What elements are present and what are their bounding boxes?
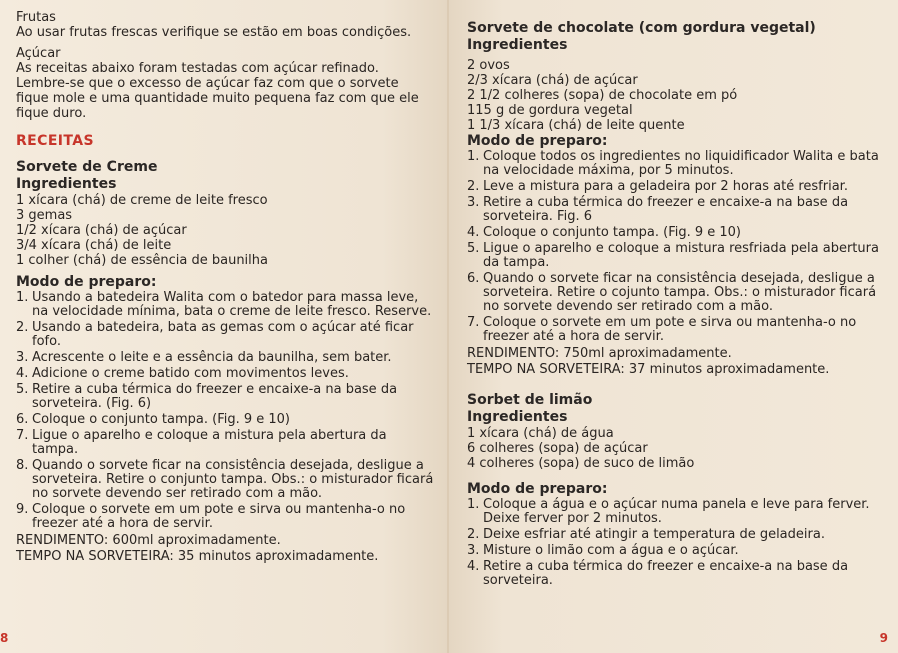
step-number: 2. — [16, 320, 29, 335]
step-text: Retire a cuba térmica do freezer e encaixe-a na base da sorveteira. Fig. 6 — [483, 195, 849, 224]
step-number: 1. — [467, 497, 480, 512]
step-number: 3. — [467, 195, 480, 210]
step-number: 5. — [16, 382, 29, 397]
receitas-heading: RECEITAS — [16, 133, 94, 149]
step-number: 4. — [467, 559, 480, 574]
recipe-title: Sorvete de chocolate (com gordura vegetal) — [467, 20, 816, 36]
acucar-text: As receitas abaixo foram testadas com açúcar refinado. Lembre-se que o excesso de açúcar faz com que o sorvete fique mole e uma quantidade muito pequena faz com que ele fique duro. — [16, 61, 419, 121]
ingredient-item: 2 ovos — [467, 58, 510, 73]
step-item — [16, 321, 435, 349]
step-number: 6. — [467, 271, 480, 286]
tempo-sorveteira: TEMPO NA SORVETEIRA: 37 minutos aproximadamente. — [467, 362, 830, 377]
step-number: 8. — [16, 458, 29, 473]
step-item — [16, 503, 435, 531]
step-number: 6. — [16, 412, 29, 427]
step-item — [467, 560, 882, 588]
step-number: 7. — [16, 428, 29, 443]
rendimento: RENDIMENTO: 750ml aproximadamente. — [467, 346, 732, 361]
method-steps — [467, 150, 882, 344]
recipe-title: Sorvete de Creme — [16, 159, 158, 175]
step-number: 4. — [467, 225, 480, 240]
ingredients-heading: Ingredientes — [467, 37, 568, 53]
method-heading: Modo de preparo: — [467, 481, 608, 497]
step-number: 3. — [16, 350, 29, 365]
ingredient-item: 6 colheres (sopa) de açúcar — [467, 441, 648, 456]
step-text: Retire a cuba térmica do freezer e encaixe-a na base da sorveteira. (Fig. 6) — [32, 382, 398, 411]
ingredient-item: 2/3 xícara (chá) de açúcar — [467, 73, 638, 88]
step-number: 1. — [467, 149, 480, 164]
ingredient-item: 4 colheres (sopa) de suco de limão — [467, 456, 695, 471]
step-item — [16, 351, 435, 365]
ingredient-item: 1/2 xícara (chá) de açúcar — [16, 223, 187, 238]
ingredients-heading: Ingredientes — [467, 409, 568, 425]
ingredient-item: 115 g de gordura vegetal — [467, 103, 633, 118]
step-text: Coloque o conjunto tampa. (Fig. 9 e 10) — [32, 412, 291, 427]
page-number: 9 — [879, 631, 888, 645]
step-item — [16, 367, 435, 381]
tempo-sorveteira: TEMPO NA SORVETEIRA: 35 minutos aproximadamente. — [16, 549, 379, 564]
method-heading: Modo de preparo: — [467, 133, 608, 149]
step-number: 3. — [467, 543, 480, 558]
frutas-title: Frutas — [16, 10, 56, 25]
step-text: Coloque o conjunto tampa. (Fig. 9 e 10) — [483, 225, 742, 240]
step-number: 2. — [467, 179, 480, 194]
step-text: Usando a batedeira Walita com o batedor para massa leve, na velocidade mínima, bata o creme de leite fresco. Reserve. — [32, 290, 432, 319]
step-item — [467, 196, 882, 224]
step-item — [467, 242, 882, 270]
step-item — [467, 226, 882, 240]
ingredient-item: 1 1/3 xícara (chá) de leite quente — [467, 118, 685, 133]
step-item — [467, 180, 882, 194]
method-steps — [16, 291, 435, 531]
step-number: 7. — [467, 315, 480, 330]
step-item — [16, 413, 435, 427]
step-text: Coloque a água e o açúcar numa panela e leve para ferver. Deixe ferver por 2 minutos. — [483, 497, 870, 526]
method-steps — [467, 498, 882, 588]
ingredient-item: 1 xícara (chá) de água — [467, 426, 614, 441]
ingredient-item: 2 1/2 colheres (sopa) de chocolate em pó — [467, 88, 738, 103]
step-text: Acrescente o leite e a essência da baunilha, sem bater. — [32, 350, 392, 365]
step-text: Retire a cuba térmica do freezer e encaixe-a na base da sorveteira. — [483, 559, 849, 588]
step-item — [467, 544, 882, 558]
step-text: Usando a batedeira, bata as gemas com o açúcar até ficar fofo. — [32, 320, 414, 349]
step-text: Coloque o sorvete em um pote e sirva ou mantenha-o no freezer até a hora de servir. — [32, 502, 406, 531]
step-item — [467, 528, 882, 542]
ingredients-list — [467, 58, 882, 133]
page-number: 8 — [0, 631, 9, 645]
acucar-title: Açúcar — [16, 46, 61, 61]
step-text: Ligue o aparelho e coloque a mistura pela abertura da tampa. — [32, 428, 387, 457]
right-page — [449, 0, 898, 653]
step-item — [467, 150, 882, 178]
ingredient-item: 3/4 xícara (chá) de leite — [16, 238, 172, 253]
ingredient-item: 3 gemas — [16, 208, 73, 223]
step-item — [467, 272, 882, 314]
step-text: Leve a mistura para a geladeira por 2 horas até resfriar. — [483, 179, 848, 194]
rendimento: RENDIMENTO: 600ml aproximadamente. — [16, 533, 281, 548]
ingredients-heading: Ingredientes — [16, 176, 117, 192]
step-text: Quando o sorvete ficar na consistência desejada, desligue a sorveteira. Retire o cojunto tampa. Obs.: o misturador ficará no sorvete devendo ser retirado com a mão. — [483, 271, 877, 314]
step-text: Coloque o sorvete em um pote e sirva ou mantenha-o no freezer até a hora de servir. — [483, 315, 857, 344]
recipe-title: Sorbet de limão — [467, 392, 593, 408]
step-text: Misture o limão com a água e o açúcar. — [483, 543, 739, 558]
step-item — [16, 429, 435, 457]
step-item — [16, 459, 435, 501]
step-number: 9. — [16, 502, 29, 517]
step-item — [16, 383, 435, 411]
step-text: Deixe esfriar até atingir a temperatura de geladeira. — [483, 527, 825, 542]
step-text: Ligue o aparelho e coloque a mistura resfriada pela abertura da tampa. — [483, 241, 879, 270]
step-item — [467, 498, 882, 526]
ingredients-list — [16, 193, 435, 268]
method-heading: Modo de preparo: — [16, 274, 157, 290]
step-item — [16, 291, 435, 319]
step-text: Adicione o creme batido com movimentos leves. — [32, 366, 349, 381]
step-item — [467, 316, 882, 344]
ingredient-item: 1 colher (chá) de essência de baunilha — [16, 253, 268, 268]
ingredients-list — [467, 426, 882, 471]
step-number: 1. — [16, 290, 29, 305]
step-number: 4. — [16, 366, 29, 381]
step-number: 5. — [467, 241, 480, 256]
step-text: Quando o sorvete ficar na consistência desejada, desligue a sorveteira. Retire o conjunto tampa. Obs.: o misturador ficará no sorvete devendo ser retirado com a mão. — [32, 458, 434, 501]
frutas-text: Ao usar frutas frescas verifique se estão em boas condições. — [16, 25, 412, 40]
step-number: 2. — [467, 527, 480, 542]
ingredient-item: 1 xícara (chá) de creme de leite fresco — [16, 193, 268, 208]
step-text: Coloque todos os ingredientes no liquidificador Walita e bata na velocidade máxima, por 5 minutos. — [483, 149, 879, 178]
